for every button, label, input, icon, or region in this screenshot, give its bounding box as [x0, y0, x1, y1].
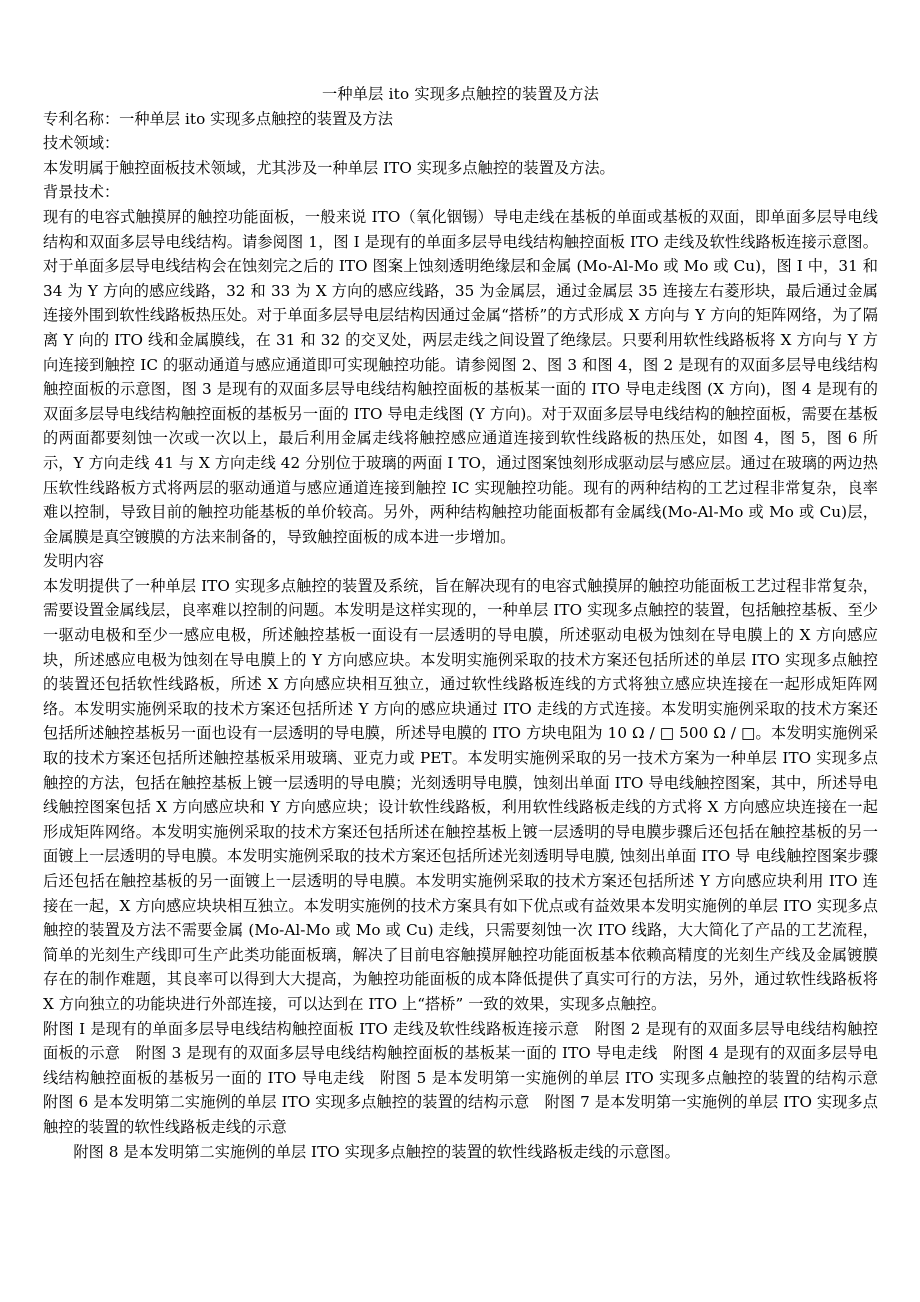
paragraph-figure-8: 附图 8 是本发明第二实施例的单层 ITO 实现多点触控的装置的软性线路板走线的示意图。 [73, 1142, 680, 1161]
paragraph-summary-body: 本发明提供了一种单层 ITO 实现多点触控的装置及系统，旨在解决现有的电容式触摸屏的触控功能面板工艺过程非常复杂，需要设置金属线层，良率难以控制的问题。本发明是这样实现的，一种单层 ITO 实现多点触控的装置，包括触控基板、至少一驱动电极和至少一感应电极，所述触控基板一面设有一层透明的导电膜，所述驱动电极为蚀刻在导电膜上的 X 方向感应块，所述感应电极为蚀刻在导电膜上的 Y 方向感应块。本发明实施例采取的技术方案还包括所述的单层 ITO 实现多点触控的装置还包括软性线路板，所述 X 方向感应块相互独立，通过软性线路板连线的方式将独立感应块连接在一起形成矩阵网络。本发明实施例采取的技术方案还包括所述 Y 方向的感应块通过 ITO 走线的方式连接。本发明实施例采取的技术方案还包括所述触控基板另一面也设有一层透明的导电膜，所述导电膜的 ITO 方块电阻为 10 Ω / □ 500 Ω / □。本发明实施例采取的技术方案还包括所述触控基板采用玻璃、亚克力或 PET。本发明实施例采取的另一技术方案为一种单层 ITO 实现多点触控的方法，包括在触控基板上镀一层透明的导电膜；光刻透明导电膜，蚀刻出单面 ITO 导电线触控图案，其中，所述导电线触控图案包括 X 方向感应块和 Y 方向感应块；设计软性线路板，利用软性线路板走线的方式将 X 方向感应块连接在一起形成矩阵网络。本发明实施例采取的技术方案还包括所述在触控基板上镀一层透明的导电膜步骤后还包括在触控基板的另一面镀上一层透明的导电膜。本发明实施例采取的技术方案还包括所述光刻透明导电膜, 蚀刻出单面 ITO 导 电线触控图案步骤后还包括在触控基板的另一面镀上一层透明的导电膜。本发明实施例采取的技术方案还包括所述 Y 方向感应块利用 ITO 连接在一起，X 方向感应块块相互独立。本发明实施例的技术方案具有如下优点或有益效果本发明实施例的单层 ITO 实现多点触控的装置及方法不需要金属 (Mo-Al-Mo 或 Mo 或 Cu) 走线，只需要刻蚀一次 ITO 线路，大大简化了产品的工艺流程，简单的光刻生产线即可生产此类功能面板璃，解决了目前电容触摸屏触控功能面板基本依赖高精度的光刻生产线及金属镀膜存在的制作难题，其良率可以得到大大提高，为触控功能面板的成本降低提供了真实可行的方法，另外，通过软性线路板将 X 方向独立的功能块进行外部连接，可以达到在 ITO 上“搭桥” 一致的效果，实现多点触控。 [43, 576, 878, 1013]
paragraph-section-technical-field: 技术领域： [43, 134, 120, 153]
paragraph-patent-name: 专利名称：一种单层 ito 实现多点触控的装置及方法 [43, 109, 393, 128]
paragraph-section-summary: 发明内容 [43, 552, 104, 571]
paragraph-section-background: 背景技术： [43, 183, 120, 202]
paragraph-technical-field-body: 本发明属于触控面板技术领域，尤其涉及一种单层 ITO 实现多点触控的装置及方法。 [43, 158, 615, 177]
paragraph-background-body: 现有的电容式触摸屏的触控功能面板，一般来说 ITO（氧化铟锡）导电走线在基板的单面或基板的双面，即单面多层导电线结构和双面多层导电线结构。请参阅图 1，图 I 是现有的单面多层导电线结构触控面板 ITO 走线及软性线路板连接示意图。对于单面多层导电线结构会在蚀刻完之后的 ITO 图案上蚀刻透明绝缘层和金属 (Mo-Al-Mo 或 Mo 或 Cu)，图 I 中，31 和 34 为 Y 方向的感应线路，32 和 33 为 X 方向的感应线路，35 为金属层，通过金属层 35 连接左右菱形块，最后通过金属连接外围到软性线路板热压处。对于单面多层导电层结构因通过金属“搭桥”的方式形成 X 方向与 Y 方向的矩阵网络，为了隔离 Y 向的 ITO 线和金属膜线，在 31 和 32 的交叉处，两层走线之间设置了绝缘层。只要利用软性线路板将 X 方向与 Y 方向连接到触控 IC 的驱动通道与感应通道即可实现触控功能。请参阅图 2、图 3 和图 4，图 2 是现有的双面多层导电线结构触控面板的示意图，图 3 是现有的双面多层导电线结构触控面板的基板某一面的 ITO 导电走线图 (X 方向)，图 4 是现有的双面多层导电线结构触控面板的基板另一面的 ITO 导电走线图 (Y 方向)。对于双面多层导电线结构的触控面板，需要在基板的两面都要刻蚀一次或一次以上，最后利用金属走线将触控感应通道连接到软性线路板的热压处，如图 4，图 5，图 6 所示，Y 方向走线 41 与 X 方向走线 42 分别位于玻璃的两面 I TO，通过图案蚀刻形成驱动层与感应层。通过在玻璃的两边热压软性线路板方式将两层的驱动通道与感应通道连接到触控 IC 实现触控功能。现有的两种结构的工艺过程非常复杂，良率难以控制，导致目前的触控功能基板的单价较高。另外，两种结构触控功能面板都有金属线(Mo-Al-Mo 或 Mo 或 Cu)层，金属膜是真空镀膜的方法来制备的，导致触控面板的成本进一步增加。 [43, 207, 878, 546]
paragraph-figure-list: 附图 I 是现有的单面多层导电线结构触控面板 ITO 走线及软性线路板连接示意 附图 2 是现有的双面多层导电线结构触控面板的示意 附图 3 是现有的双面多层导电线结构触控面板的基板某一面的 ITO 导电走线 附图 4 是现有的双面多层导电线结构触控面板的基板另一面的 ITO 导电走线 附图 5 是本发明第一实施例的单层 ITO 实现多点触控的装置的结构示意 附图 6 是本发明第二实施例的单层 ITO 实现多点触控的装置的结构示意 附图 7 是本发明第一实施例的单层 ITO 实现多点触控的装置的软性线路板走线的示意 [43, 1019, 894, 1136]
page-title: 一种单层 ito 实现多点触控的装置及方法 [322, 85, 599, 103]
